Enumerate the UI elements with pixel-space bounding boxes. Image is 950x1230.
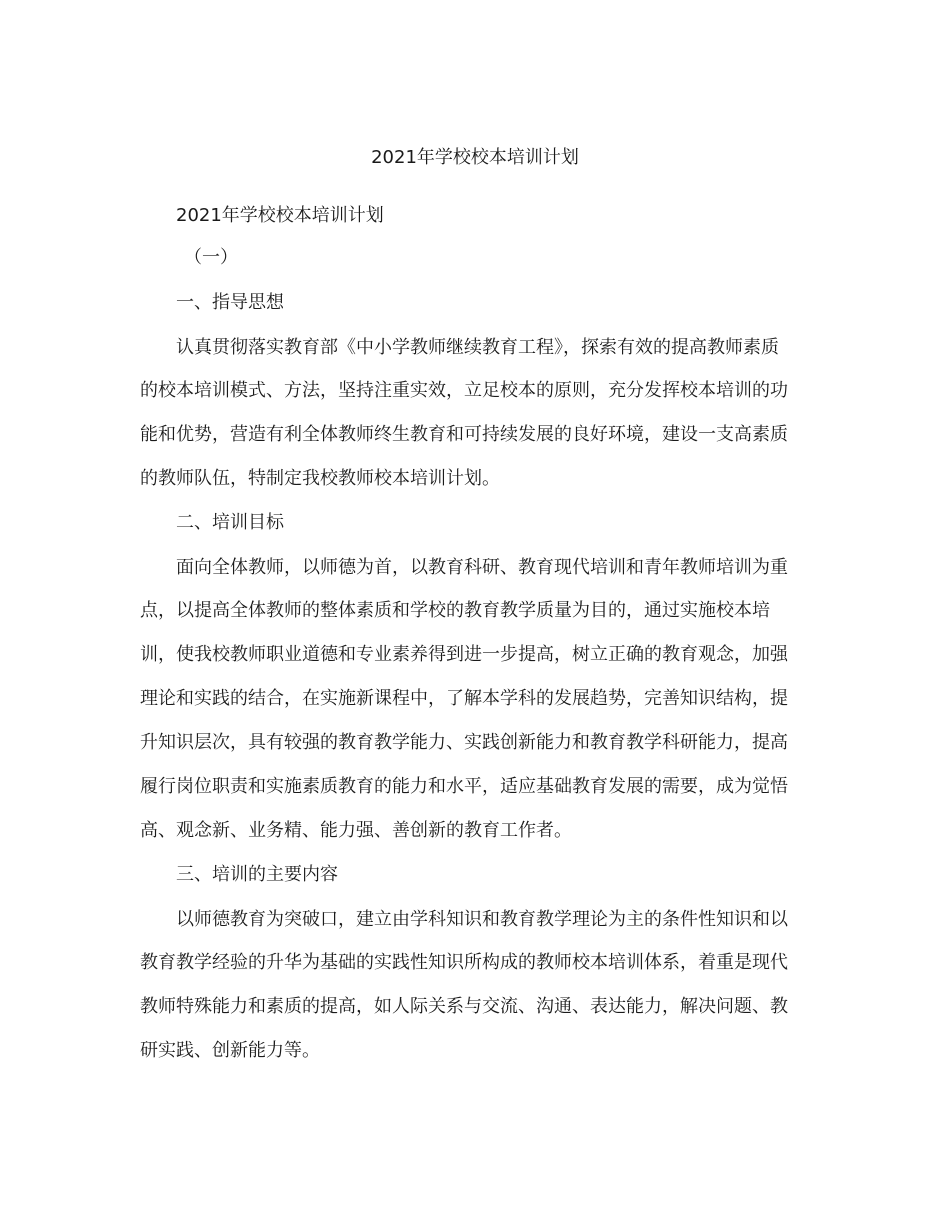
paragraph-line: 的校本培训模式、方法，坚持注重实效，立足校本的原则，充分发挥校本培训的功: [140, 380, 788, 401]
section-heading-training-goals: 二、培训目标: [176, 512, 284, 533]
paragraph-line: 以师德教育为突破口，建立由学科知识和教育教学理论为主的条件性知识和以: [176, 909, 788, 930]
paragraph-line: 面向全体教师，以师德为首，以教育科研、教育现代培训和青年教师培训为重: [176, 557, 788, 578]
paragraph-line: 理论和实践的结合，在实施新课程中，了解本学科的发展趋势，完善知识结构，提: [140, 688, 788, 709]
document-subtitle: 2021年学校校本培训计划: [176, 205, 384, 226]
paragraph-line: 高、观念新、业务精、能力强、善创新的教育工作者。: [140, 820, 572, 841]
paragraph-line: 能和优势，营造有利全体教师终生教育和可持续发展的良好环境，建设一支高素质: [140, 424, 788, 445]
section-heading-main-content: 三、培训的主要内容: [176, 864, 338, 885]
paragraph-line: 认真贯彻落实教育部《中小学教师继续教育工程》，探索有效的提高教师素质: [176, 337, 779, 358]
paragraph-line: 训，使我校教师职业道德和专业素养得到进一步提高，树立正确的教育观念，加强: [140, 644, 788, 665]
document-title: 2021年学校校本培训计划: [371, 147, 579, 168]
section-heading-guiding-ideology: 一、指导思想: [176, 292, 284, 313]
paragraph-line: 升知识层次，具有较强的教育教学能力、实践创新能力和教育教学科研能力，提高: [140, 732, 788, 753]
paragraph-line: 教育教学经验的升华为基础的实践性知识所构成的教师校本培训体系，着重是现代: [140, 952, 788, 973]
paragraph-line: 研实践、创新能力等。: [140, 1040, 320, 1061]
part-marker: （一）: [184, 247, 238, 268]
paragraph-line: 教师特殊能力和素质的提高，如人际关系与交流、沟通、表达能力，解决问题、教: [140, 996, 788, 1017]
paragraph-line: 履行岗位职责和实施素质教育的能力和水平，适应基础教育发展的需要，成为觉悟: [140, 776, 788, 797]
paragraph-line: 点，以提高全体教师的整体素质和学校的教育教学质量为目的，通过实施校本培: [140, 600, 770, 621]
paragraph-line: 的教师队伍，特制定我校教师校本培训计划。: [140, 468, 500, 489]
